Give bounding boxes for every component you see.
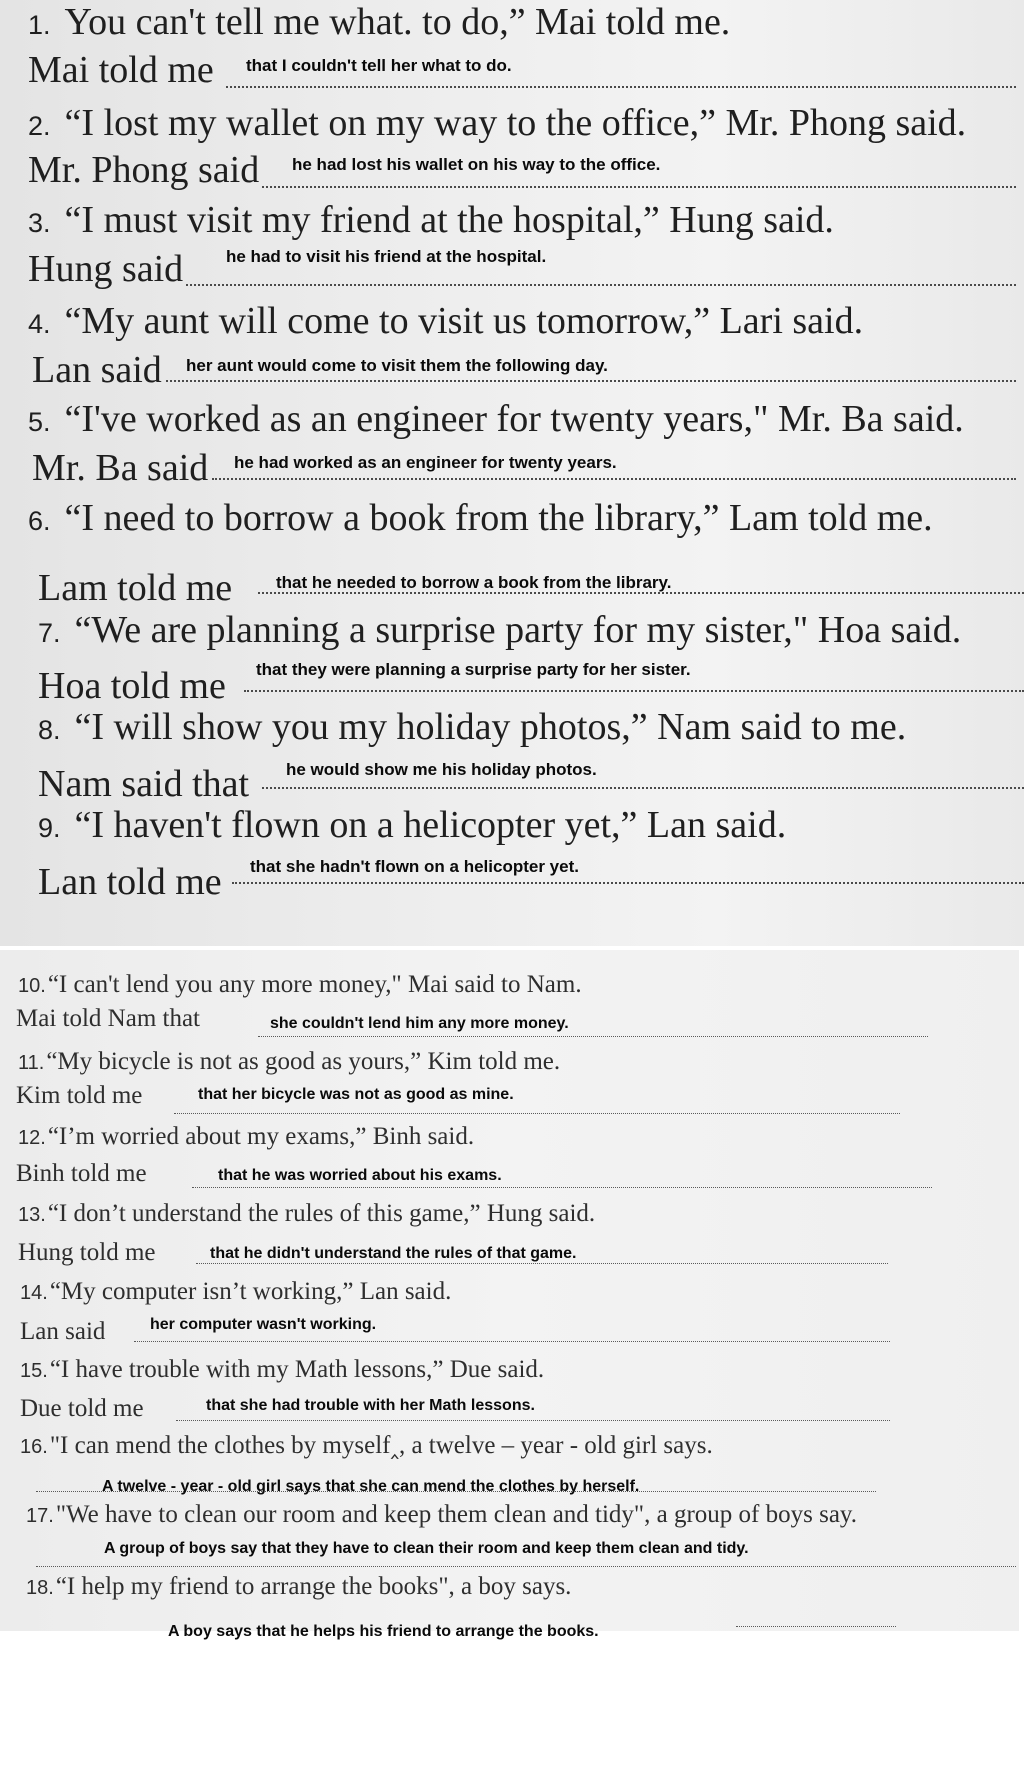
question-12 <box>18 1123 474 1151</box>
question-number: 4. <box>28 309 51 339</box>
answer-3: he had to visit his friend at the hospital. <box>226 247 547 266</box>
question-prompt: “My aunt will come to visit us tomorrow,” Lari said. <box>64 300 864 342</box>
lead-11: Kim told me <box>16 1082 143 1109</box>
answer-9: that she hadn't flown on a helicopter yet. <box>250 857 579 876</box>
question-prompt: "I can mend the clothes by myself‸, a twelve – year - old girl says. <box>49 1432 713 1459</box>
answer-18: A boy says that he helps his friend to arrange the books. <box>168 1623 599 1640</box>
question-number: 7. <box>38 618 61 648</box>
question-9 <box>38 803 786 847</box>
answer-line-17 <box>36 1566 1016 1567</box>
answer-line-8 <box>262 787 1024 789</box>
question-prompt: “My bicycle is not as good as yours,” Kim told me. <box>46 1048 561 1075</box>
question-number: 10. <box>18 975 46 997</box>
question-number: 16. <box>20 1436 48 1458</box>
answer-2: he had lost his wallet on his way to the office. <box>292 155 661 174</box>
question-13 <box>18 1200 595 1228</box>
answer-17: A group of boys say that they have to clean their room and keep them clean and tidy. <box>104 1540 749 1557</box>
answer-line-2 <box>262 186 1016 188</box>
question-number: 2. <box>28 111 51 141</box>
question-8 <box>38 705 906 749</box>
answer-line-13 <box>196 1263 888 1264</box>
lead-15: Due told me <box>20 1395 144 1422</box>
answer-line-4 <box>166 380 1016 382</box>
question-prompt: “We are planning a surprise party for my sister," Hoa said. <box>74 609 962 651</box>
question-prompt: “I haven't flown on a helicopter yet,” Lan said. <box>74 804 787 846</box>
question-10 <box>18 971 582 999</box>
answer-10: she couldn't lend him any more money. <box>270 1015 569 1032</box>
answer-line-11 <box>174 1113 900 1114</box>
question-prompt: “I have trouble with my Math lessons,” Due said. <box>49 1356 545 1383</box>
lead-6: Lam told me <box>38 567 233 609</box>
question-5 <box>28 397 964 441</box>
question-number: 8. <box>38 715 61 745</box>
question-prompt: “I can't lend you any more money," Mai said to Nam. <box>47 971 582 998</box>
question-number: 3. <box>28 208 51 238</box>
lead-2: Mr. Phong said <box>28 149 260 191</box>
question-15 <box>20 1356 544 1384</box>
question-number: 14. <box>20 1282 48 1304</box>
question-number: 11. <box>18 1052 45 1074</box>
answer-6: that he needed to borrow a book from the library. <box>276 573 672 592</box>
answer-line-12 <box>192 1187 932 1188</box>
question-number: 1. <box>28 10 51 40</box>
lead-7: Hoa told me <box>38 665 226 707</box>
lead-14: Lan said <box>20 1318 106 1345</box>
lead-8: Nam said that <box>38 763 250 805</box>
answer-line-5 <box>212 478 1016 480</box>
lead-10: Mai told Nam that <box>16 1005 200 1032</box>
question-14 <box>20 1278 451 1306</box>
question-prompt: “I must visit my friend at the hospital,” Hung said. <box>64 199 834 241</box>
question-prompt: “I don’t understand the rules of this game,” Hung said. <box>47 1200 596 1227</box>
answer-line-18 <box>736 1626 896 1627</box>
lead-13: Hung told me <box>18 1239 156 1266</box>
question-2 <box>28 101 966 145</box>
answer-14: her computer wasn't working. <box>150 1316 377 1333</box>
question-prompt: “I need to borrow a book from the library,” Lam told me. <box>64 497 933 539</box>
lead-9: Lan told me <box>38 861 222 903</box>
answer-4: her aunt would come to visit them the following day. <box>186 356 608 375</box>
question-prompt: “I’m worried about my exams,” Binh said. <box>47 1123 475 1150</box>
question-17 <box>26 1501 857 1529</box>
answer-line-1 <box>226 86 1016 88</box>
answer-line-9 <box>232 882 1024 884</box>
answer-line-3 <box>186 284 1016 286</box>
question-number: 5. <box>28 407 51 437</box>
answer-15: that she had trouble with her Math lessons. <box>206 1397 535 1414</box>
question-number: 12. <box>18 1127 46 1149</box>
answer-1: that I couldn't tell her what to do. <box>246 56 512 75</box>
question-prompt: You can't tell me what. to do,” Mai told me. <box>64 1 731 43</box>
answer-5: he had worked as an engineer for twenty years. <box>234 453 617 472</box>
answer-line-14 <box>134 1341 890 1342</box>
question-prompt: “I lost my wallet on my way to the office,” Mr. Phong said. <box>64 102 967 144</box>
lead-5: Mr. Ba said <box>32 447 209 489</box>
question-number: 9. <box>38 813 61 843</box>
lead-4: Lan said <box>32 349 162 391</box>
lead-12: Binh told me <box>16 1160 147 1187</box>
answer-13: that he didn't understand the rules of that game. <box>210 1245 577 1262</box>
answer-11: that her bicycle was not as good as mine. <box>198 1086 514 1103</box>
answer-12: that he was worried about his exams. <box>218 1167 502 1184</box>
question-number: 13. <box>18 1204 46 1226</box>
answer-line-10 <box>258 1036 928 1037</box>
question-number: 6. <box>28 506 51 536</box>
worksheet-scan-part2 <box>0 950 1019 1631</box>
question-16 <box>20 1430 713 1460</box>
question-prompt: “I've worked as an engineer for twenty years," Mr. Ba said. <box>64 398 964 440</box>
question-number: 17. <box>26 1505 54 1527</box>
answer-7: that they were planning a surprise party for her sister. <box>256 660 691 679</box>
lead-1: Mai told me <box>28 49 214 91</box>
question-number: 15. <box>20 1360 48 1382</box>
question-prompt: "We have to clean our room and keep them clean and tidy", a group of boys say. <box>55 1501 858 1528</box>
answer-16: A twelve - year - old girl says that she can mend the clothes by herself. <box>102 1478 640 1495</box>
question-4 <box>28 299 863 343</box>
question-11 <box>18 1048 560 1076</box>
question-prompt: “My computer isn’t working,” Lan said. <box>49 1278 452 1305</box>
question-7 <box>38 608 961 652</box>
lead-3: Hung said <box>28 248 184 290</box>
question-1 <box>28 0 730 44</box>
answer-line-15 <box>176 1420 890 1421</box>
question-prompt: “I help my friend to arrange the books", a boy says. <box>55 1573 572 1600</box>
answer-8: he would show me his holiday photos. <box>286 760 597 779</box>
question-prompt: “I will show you my holiday photos,” Nam said to me. <box>74 706 907 748</box>
question-6 <box>28 496 933 540</box>
answer-line-7 <box>244 690 1024 692</box>
question-3 <box>28 198 834 242</box>
question-number: 18. <box>26 1577 54 1599</box>
question-18 <box>26 1573 571 1601</box>
